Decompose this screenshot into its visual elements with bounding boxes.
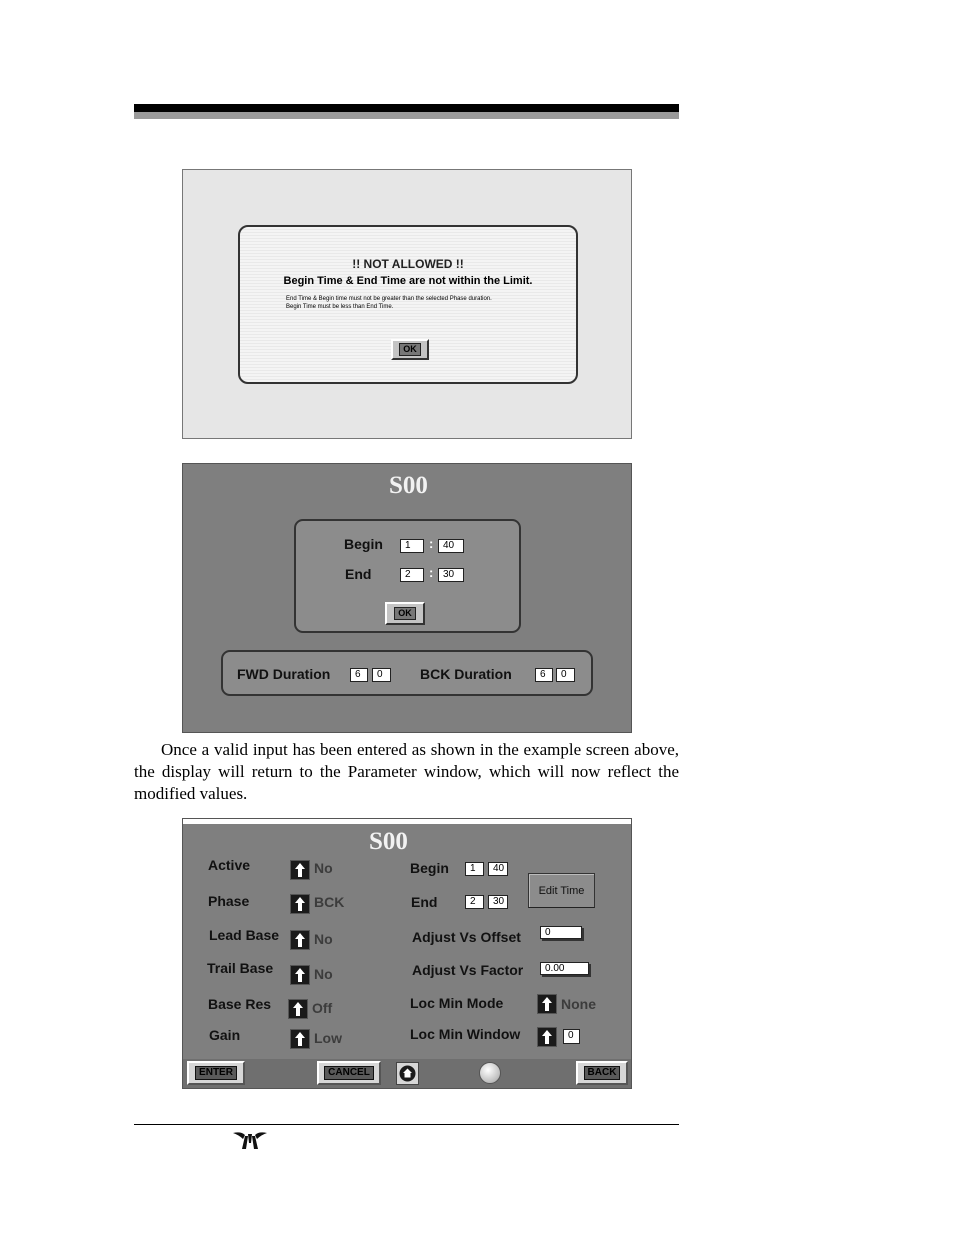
- phase-label: Phase: [208, 893, 250, 909]
- not-allowed-screen: [182, 169, 632, 439]
- adjust-offset-label: Adjust Vs Offset: [412, 929, 521, 945]
- dialog-ok-button[interactable]: [391, 339, 429, 360]
- up-arrow-icon: [541, 1029, 553, 1045]
- time-ok-label: OK: [394, 607, 416, 620]
- trail-base-value: No: [314, 966, 333, 982]
- base-res-label: Base Res: [208, 996, 272, 1012]
- begin-label: Begin: [344, 536, 383, 552]
- footer-rule: [134, 1124, 679, 1125]
- header-rule-shadow: [134, 112, 679, 119]
- fwd-duration-label: FWD Duration: [237, 666, 331, 682]
- begin-hours-field[interactable]: 1: [465, 862, 484, 876]
- adjust-factor-label: Adjust Vs Factor: [412, 962, 524, 978]
- bck-duration-label: BCK Duration: [420, 666, 512, 682]
- dialog-ok-label: OK: [399, 343, 421, 356]
- home-icon: [399, 1065, 416, 1082]
- end-label: End: [345, 566, 372, 582]
- gain-label: Gain: [209, 1027, 241, 1043]
- lead-base-value: No: [314, 931, 333, 947]
- up-arrow-icon: [541, 996, 553, 1012]
- duration-panel: [221, 650, 593, 696]
- loc-min-mode-label: Loc Min Mode: [410, 995, 504, 1011]
- edit-time-screen: [182, 463, 632, 733]
- screen-title: S00: [389, 472, 428, 499]
- begin-colon: :: [429, 536, 434, 551]
- loc-min-window-field[interactable]: 0: [563, 1029, 580, 1044]
- header-rule: [134, 104, 679, 112]
- time-ok-button[interactable]: [385, 602, 425, 625]
- up-arrow-icon: [294, 896, 306, 912]
- fwd-duration-field-1[interactable]: 6: [350, 668, 368, 682]
- lead-base-label: Lead Base: [209, 927, 280, 943]
- begin-minutes-field[interactable]: 40: [488, 862, 508, 876]
- parameter-title: S00: [369, 828, 408, 855]
- phase-value: BCK: [314, 894, 345, 910]
- bck-duration-field-1[interactable]: 6: [535, 668, 553, 682]
- loc-min-mode-value: None: [561, 996, 596, 1012]
- end-minutes-field[interactable]: 30: [438, 568, 464, 582]
- begin-minutes-field[interactable]: 40: [438, 539, 464, 553]
- begin-hours-field[interactable]: 1: [400, 539, 424, 553]
- dialog-message: Begin Time & End Time are not within the Limit.: [283, 275, 533, 287]
- dialog-detail: [286, 295, 566, 311]
- active-label: Active: [208, 857, 251, 873]
- top-edge: [183, 819, 631, 824]
- status-indicator-icon: [479, 1062, 501, 1084]
- back-label: BACK: [584, 1066, 621, 1080]
- adjust-offset-field[interactable]: 0: [540, 926, 582, 939]
- begin-label: Begin: [410, 860, 449, 876]
- dialog-detail-line1: End Time & Begin time must not be greater than the selected Phase duration.: [286, 296, 492, 302]
- parameter-screen: [182, 818, 632, 1089]
- teledyne-logo: [232, 1131, 268, 1151]
- up-arrow-icon: [292, 1001, 304, 1017]
- body-paragraph-text: Once a valid input has been entered as shown in the example screen above, the display will return to the Parameter window, which will now reflect the modified values.: [134, 740, 679, 803]
- dialog-title: !! NOT ALLOWED !!: [352, 257, 464, 271]
- loc-min-window-toggle[interactable]: [537, 1027, 557, 1047]
- dialog-detail-line2: Begin Time must be less than End Time.: [286, 304, 394, 310]
- cancel-label: CANCEL: [324, 1066, 374, 1080]
- base-res-toggle[interactable]: [288, 999, 308, 1019]
- end-hours-field[interactable]: 2: [465, 895, 484, 909]
- up-arrow-icon: [294, 1031, 306, 1047]
- end-minutes-field[interactable]: 30: [488, 895, 508, 909]
- gain-toggle[interactable]: [290, 1029, 310, 1049]
- active-toggle[interactable]: [290, 860, 310, 880]
- enter-label: ENTER: [195, 1066, 237, 1080]
- bottom-nav-bar: [183, 1059, 631, 1088]
- active-value: No: [314, 860, 333, 876]
- adjust-factor-field[interactable]: 0.00: [540, 962, 589, 975]
- enter-button[interactable]: [187, 1061, 245, 1085]
- up-arrow-icon: [294, 862, 306, 878]
- bck-duration-field-2[interactable]: 0: [556, 668, 575, 682]
- back-button[interactable]: [576, 1061, 628, 1085]
- fwd-duration-field-2[interactable]: 0: [372, 668, 391, 682]
- home-button[interactable]: [396, 1062, 419, 1085]
- end-hours-field[interactable]: 2: [400, 568, 424, 582]
- time-panel: [294, 519, 521, 633]
- lead-base-toggle[interactable]: [290, 930, 310, 950]
- not-allowed-dialog: [238, 225, 578, 384]
- edit-time-button[interactable]: Edit Time: [528, 873, 595, 908]
- up-arrow-icon: [294, 967, 306, 983]
- body-paragraph: [134, 739, 679, 805]
- trail-base-label: Trail Base: [207, 960, 274, 976]
- loc-min-window-label: Loc Min Window: [410, 1026, 521, 1042]
- base-res-value: Off: [312, 1000, 333, 1016]
- up-arrow-icon: [294, 932, 306, 948]
- gain-value: Low: [314, 1030, 342, 1046]
- end-label: End: [411, 894, 438, 910]
- loc-min-mode-toggle[interactable]: [537, 994, 557, 1014]
- cancel-button[interactable]: [317, 1061, 381, 1085]
- phase-toggle[interactable]: [290, 894, 310, 914]
- end-colon: :: [429, 565, 434, 580]
- trail-base-toggle[interactable]: [290, 965, 310, 985]
